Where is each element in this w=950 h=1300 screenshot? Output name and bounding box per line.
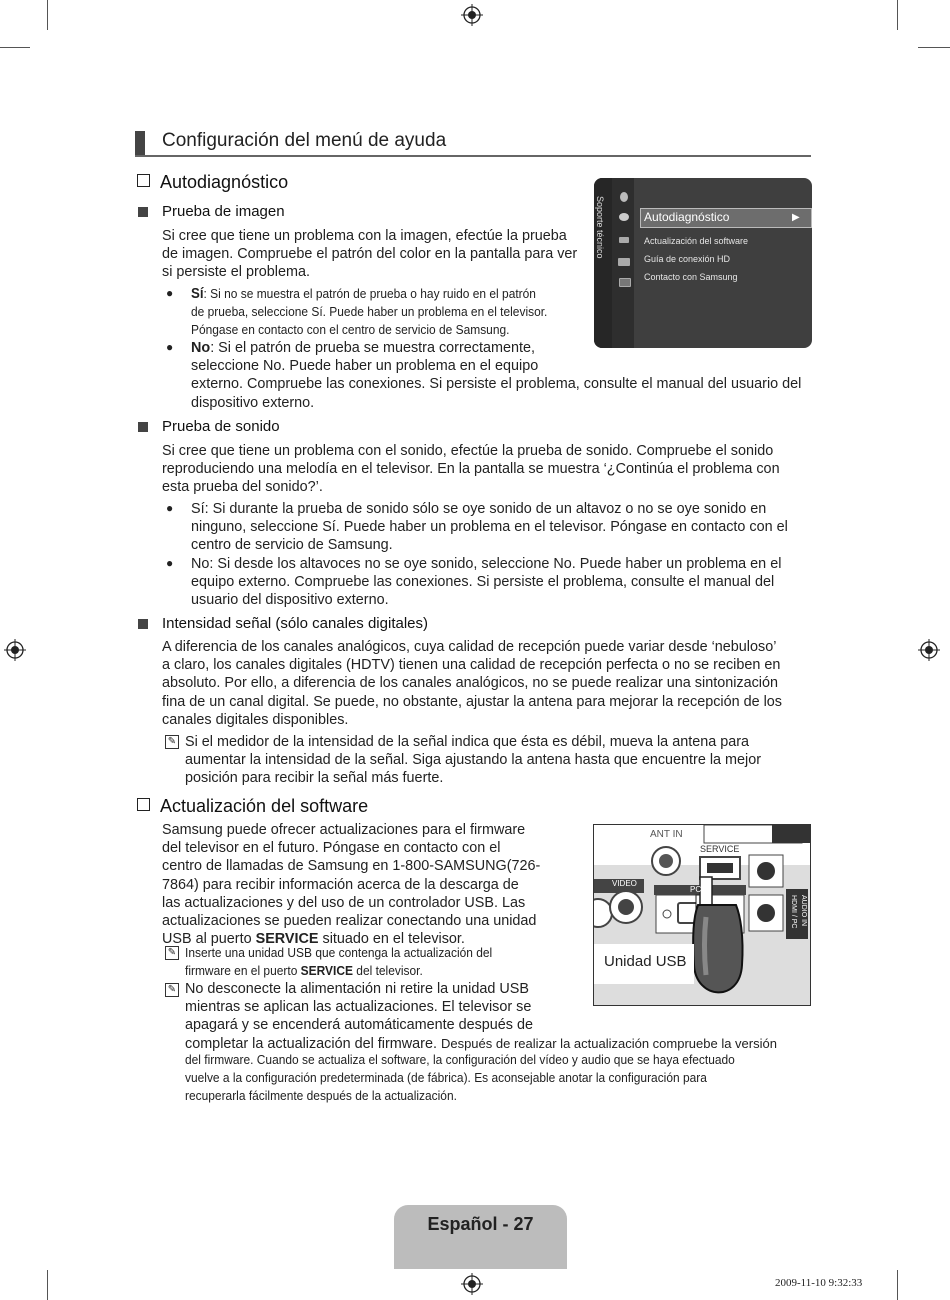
software-note-2: No desconecte la alimentación ni retire la unidad USB mientras se aplican las actualizaciones. El televisor se apagará y se encenderá automáticamente después de completar la actualización del firmware. Después de realizar la actualización compruebe la versión	[185, 981, 777, 1052]
picture-test-no: No: Si el patrón de prueba se muestra correctamente, seleccione No. Puede haber un problema en el equipo externo. Compruebe las conexiones. Si persiste el problema, consulte el manual del usuario del dispositivo externo.	[191, 340, 802, 411]
hdmi-pc-label: HDMI / PC	[790, 895, 797, 929]
software-note-1: Inserte una unidad USB que contenga la actualización del firmware en el puerto SERVICE del televisor.	[185, 945, 493, 979]
picture-test-text: Si cree que tiene un problema con la imagen, efectúe la prueba de imagen. Compruebe el patrón del color en la pantalla para ver si persiste el problema.	[162, 228, 578, 281]
sound-test-si: Sí: Si durante la prueba de sonido sólo se oye sonido de un altavoz o no se oye sonido en ninguno, seleccione Sí. Puede haber un problema en el televisor. Póngase en contacto con el centro de servicio de Samsung.	[191, 501, 788, 554]
sound-test-text: Si cree que tiene un problema con el sonido, efectúe la prueba de sonido. Compruebe el sonido reproduciendo una melodía en el televisor. En la pantalla se muestra ‘¿Continúa el problema con esta prueba del sonido?’.	[162, 443, 780, 496]
crop-mark	[897, 1270, 898, 1300]
picture-icon	[620, 192, 628, 202]
registration-mark-icon	[461, 4, 483, 26]
note-icon: ✎	[165, 983, 179, 997]
heading-sound-test: Prueba de sonido	[162, 418, 280, 435]
picture-test-si: Sí: Si no se muestra el patrón de prueba o hay ruido en el patrón de prueba, seleccione Sí. Puede haber un problema en el televisor. Póngase en contacto con el centro de servicio de Samsung.	[191, 286, 548, 338]
section-rule	[135, 155, 811, 157]
menu-vertical-label: Soporte técnico	[595, 196, 605, 259]
gear-icon	[619, 213, 629, 221]
audio-in-label: AUDIO IN	[800, 895, 807, 927]
bullet: ●	[166, 501, 174, 515]
heading-autodiagnostico: Autodiagnóstico	[137, 172, 288, 193]
usb-drive-label: Unidad USB	[604, 953, 687, 970]
usb-port-figure	[593, 824, 811, 1006]
registration-mark-icon	[918, 639, 940, 661]
arrow-right-icon: ▶	[792, 212, 800, 223]
video-label: VIDEO	[612, 879, 637, 888]
help-icon	[619, 278, 631, 287]
bullet: ●	[166, 556, 174, 570]
heading-picture-test: Prueba de imagen	[162, 203, 285, 220]
menu-item-software-update[interactable]: Actualización del software	[644, 236, 749, 246]
crop-mark	[0, 47, 30, 48]
signal-text: A diferencia de los canales analógicos, cuya calidad de recepción puede variar desde ‘nebuloso’ a claro, los canales digitales (HDTV) tienen una calidad de recepción perfecta o no se reciben en absoluto. Por ello, a diferencia de los canales analógicos, no se puede realizar una sintonización fina de un canal digital. Se puede, no obstante, ajustar la antena para mejorar la recepción de los canales digitales disponibles.	[162, 639, 783, 728]
service-label: SERVICE	[700, 844, 740, 854]
page-number: Español - 27	[427, 1214, 534, 1234]
crop-mark	[897, 0, 898, 30]
input-icon	[618, 258, 630, 266]
crop-mark	[918, 47, 950, 48]
heading-software-update: Actualización del software	[137, 796, 368, 817]
crop-mark	[47, 1270, 48, 1300]
section-title: Configuración del menú de ayuda	[162, 130, 447, 151]
menu-item-contact-samsung[interactable]: Contacto con Samsung	[644, 272, 738, 282]
pc-in-label: PC IN	[690, 885, 712, 894]
signal-note: Si el medidor de la intensidad de la señal indica que ésta es débil, mueva la antena para aumentar la intensidad de la señal. Siga ajustando la antena hasta que encuentre la mejor posición para recibir la señal más fuerte.	[185, 734, 762, 787]
bullet: ●	[166, 340, 174, 354]
heading-signal-strength: Intensidad señal (sólo canales digitales)	[162, 615, 428, 632]
sound-test-no: No: Si desde los altavoces no se oye sonido, seleccione No. Puede haber un problema en el equipo externo. Compruebe las conexiones. Si persiste el problema, consulte el manual del usuario del dispositivo externo.	[191, 556, 782, 609]
software-note-2-cont: del firmware. Cuando se actualiza el software, la configuración del vídeo y audio que se haya efectuado vuelve a la configuración predeterminada (de fábrica). Es aconsejable anotar la configuración para recuperarla fácilmente después de la actualización.	[185, 1052, 735, 1104]
satellite-icon	[619, 237, 629, 243]
print-timestamp: 2009-11-10 9:32:33	[775, 1277, 863, 1289]
registration-mark-icon	[4, 639, 26, 661]
menu-item-hd-guide[interactable]: Guía de conexión HD	[644, 254, 731, 264]
note-icon: ✎	[165, 946, 179, 960]
crop-mark	[47, 0, 48, 30]
menu-item-selected-label[interactable]: Autodiagnóstico	[644, 210, 730, 224]
software-text: Samsung puede ofrecer actualizaciones para el firmware del televisor en el futuro. Póngase en contacto con el centro de llamadas de Samsung en 1-800-SAMSUNG(726- 7864) para recibir información acerca de la descarga de las actualizaciones y del uso de un controlador USB. Las actualizaciones se pueden realizar conectando una unidad USB al puerto SERVICE situado en el televisor.	[162, 822, 541, 948]
tv-support-menu	[594, 178, 812, 348]
registration-mark-icon	[461, 1273, 483, 1295]
bullet: ●	[166, 286, 174, 300]
note-icon: ✎	[165, 735, 179, 749]
section-title-bar	[135, 131, 145, 157]
ant-in-label: ANT IN	[650, 829, 683, 840]
